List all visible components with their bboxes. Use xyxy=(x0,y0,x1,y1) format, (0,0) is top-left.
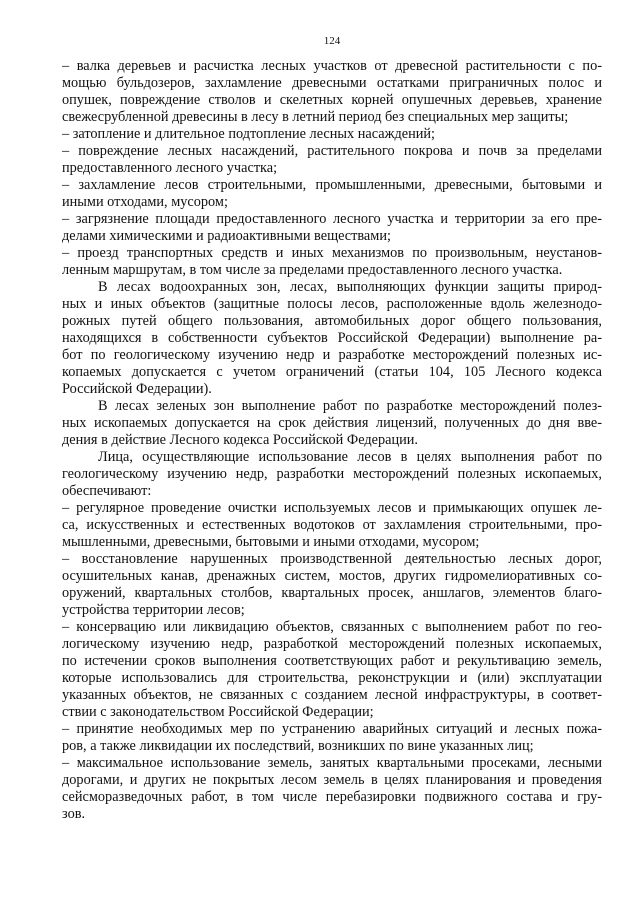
text-line: – максимальное использование земель, занятых квартальными просеками, лесными xyxy=(62,755,602,771)
text-line: мощью бульдозеров, захламление древесными остатками приграничных полос и xyxy=(62,75,602,91)
document-body xyxy=(62,58,602,823)
document-page xyxy=(62,34,602,823)
text-line: делами химическими и радиоактивными веществами; xyxy=(62,228,391,244)
text-line: – затопление и длительное подтопление лесных насаждений; xyxy=(62,126,436,142)
text-line: иными отходами, мусором; xyxy=(62,194,228,210)
text-line: – повреждение лесных насаждений, растительного покрова и почв за пределами xyxy=(62,143,602,159)
text-line: са, искусственных и естественных водотоков от захламления строительными, про- xyxy=(62,517,602,533)
text-line: устройства территории лесов; xyxy=(62,602,245,618)
text-line: сейсморазведочных работ, в том числе перебазировки подвижного состава и гру- xyxy=(62,789,602,805)
text-line: – принятие необходимых мер по устранению аварийных ситуаций и лесных пожа- xyxy=(62,721,602,737)
text-line: – захламление лесов строительными, промышленными, древесными, бытовыми и xyxy=(62,177,602,193)
text-line: ных и иных объектов (защитные полосы лесов, расположенные вдоль железнодо- xyxy=(62,296,602,312)
text-line: ленным маршрутам, в том числе за пределами предоставленного лесного участка. xyxy=(62,262,563,278)
text-line: – регулярное проведение очистки используемых лесов и примыкающих опушек ле- xyxy=(62,500,602,516)
text-line: рожных путей общего пользования, автомобильных дорог общего пользования, xyxy=(62,313,602,329)
text-line: В лесах зеленых зон выполнение работ по разработке месторождений полез- xyxy=(98,398,602,414)
text-line: находящихся в собственности субъектов Российской Федерации) выполнение ра- xyxy=(62,330,602,346)
text-line: ствии с законодательством Российской Федерации; xyxy=(62,704,374,720)
text-line: Российской Федерации). xyxy=(62,381,212,397)
text-line: – восстановление нарушенных производственной деятельностью лесных дорог, xyxy=(62,551,602,567)
text-line: свежесрубленной древесины в лесу в летний период без специальных мер защиты; xyxy=(62,109,569,125)
text-line: мышленными, древесными, бытовыми и иными отходами, мусором; xyxy=(62,534,480,550)
text-line: В лесах водоохранных зон, лесах, выполняющих функции защиты природ- xyxy=(98,279,602,295)
text-line: которые использовались для строительства, реконструкции и (или) эксплуатации xyxy=(62,670,602,686)
text-line: – загрязнение площади предоставленного лесного участка и территории за его пре- xyxy=(62,211,602,227)
text-line: указанных объектов, не связанных с созданием лесной инфраструктуры, в соответ- xyxy=(62,687,602,703)
text-line: бот по геологическому изучению недр и разработке месторождений полезных ис- xyxy=(62,347,602,363)
text-line: копаемых допускается с учетом ограничений (статьи 104, 105 Лесного кодекса xyxy=(62,364,602,380)
text-line: – проезд транспортных средств и иных механизмов по произвольным, неустанов- xyxy=(62,245,602,261)
text-line: оружений, квартальных столбов, квартальных просек, аншлагов, элементов благо- xyxy=(62,585,602,601)
text-line: опушек, повреждение стволов и скелетных корней опушечных деревьев, хранение xyxy=(62,92,602,108)
text-line: по истечении сроков выполнения соответствующих работ и рекультивацию земель, xyxy=(62,653,602,669)
text-line: предоставленного лесного участка; xyxy=(62,160,278,176)
text-line: ров, а также ликвидации их последствий, возникших по вине указанных лиц; xyxy=(62,738,534,754)
text-line: логическому изучению недр, разработкой месторождений полезных ископаемых, xyxy=(62,636,602,652)
text-line: Лица, осуществляющие использование лесов в целях выполнения работ по xyxy=(98,449,602,465)
text-line: – консервацию или ликвидацию объектов, связанных с выполнением работ по гео- xyxy=(62,619,602,635)
text-line: осушительных канав, дренажных систем, мостов, других гидромелиоративных со- xyxy=(62,568,602,584)
text-line: дения в действие Лесного кодекса Российской Федерации. xyxy=(62,432,418,448)
text-line: обеспечивают: xyxy=(62,483,152,499)
text-line: ных ископаемых допускается на срок действия лицензий, полученных до дня вве- xyxy=(62,415,602,431)
text-line: дорогами, и других не покрытых лесом земель в целях планирования и проведения xyxy=(62,772,602,788)
text-line: геологическому изучению недр, разработки месторождений полезных ископаемых, xyxy=(62,466,602,482)
text-line: – валка деревьев и расчистка лесных участков от древесной растительности с по- xyxy=(62,58,602,74)
text-line: зов. xyxy=(62,806,86,822)
page-number: 124 xyxy=(323,35,341,47)
